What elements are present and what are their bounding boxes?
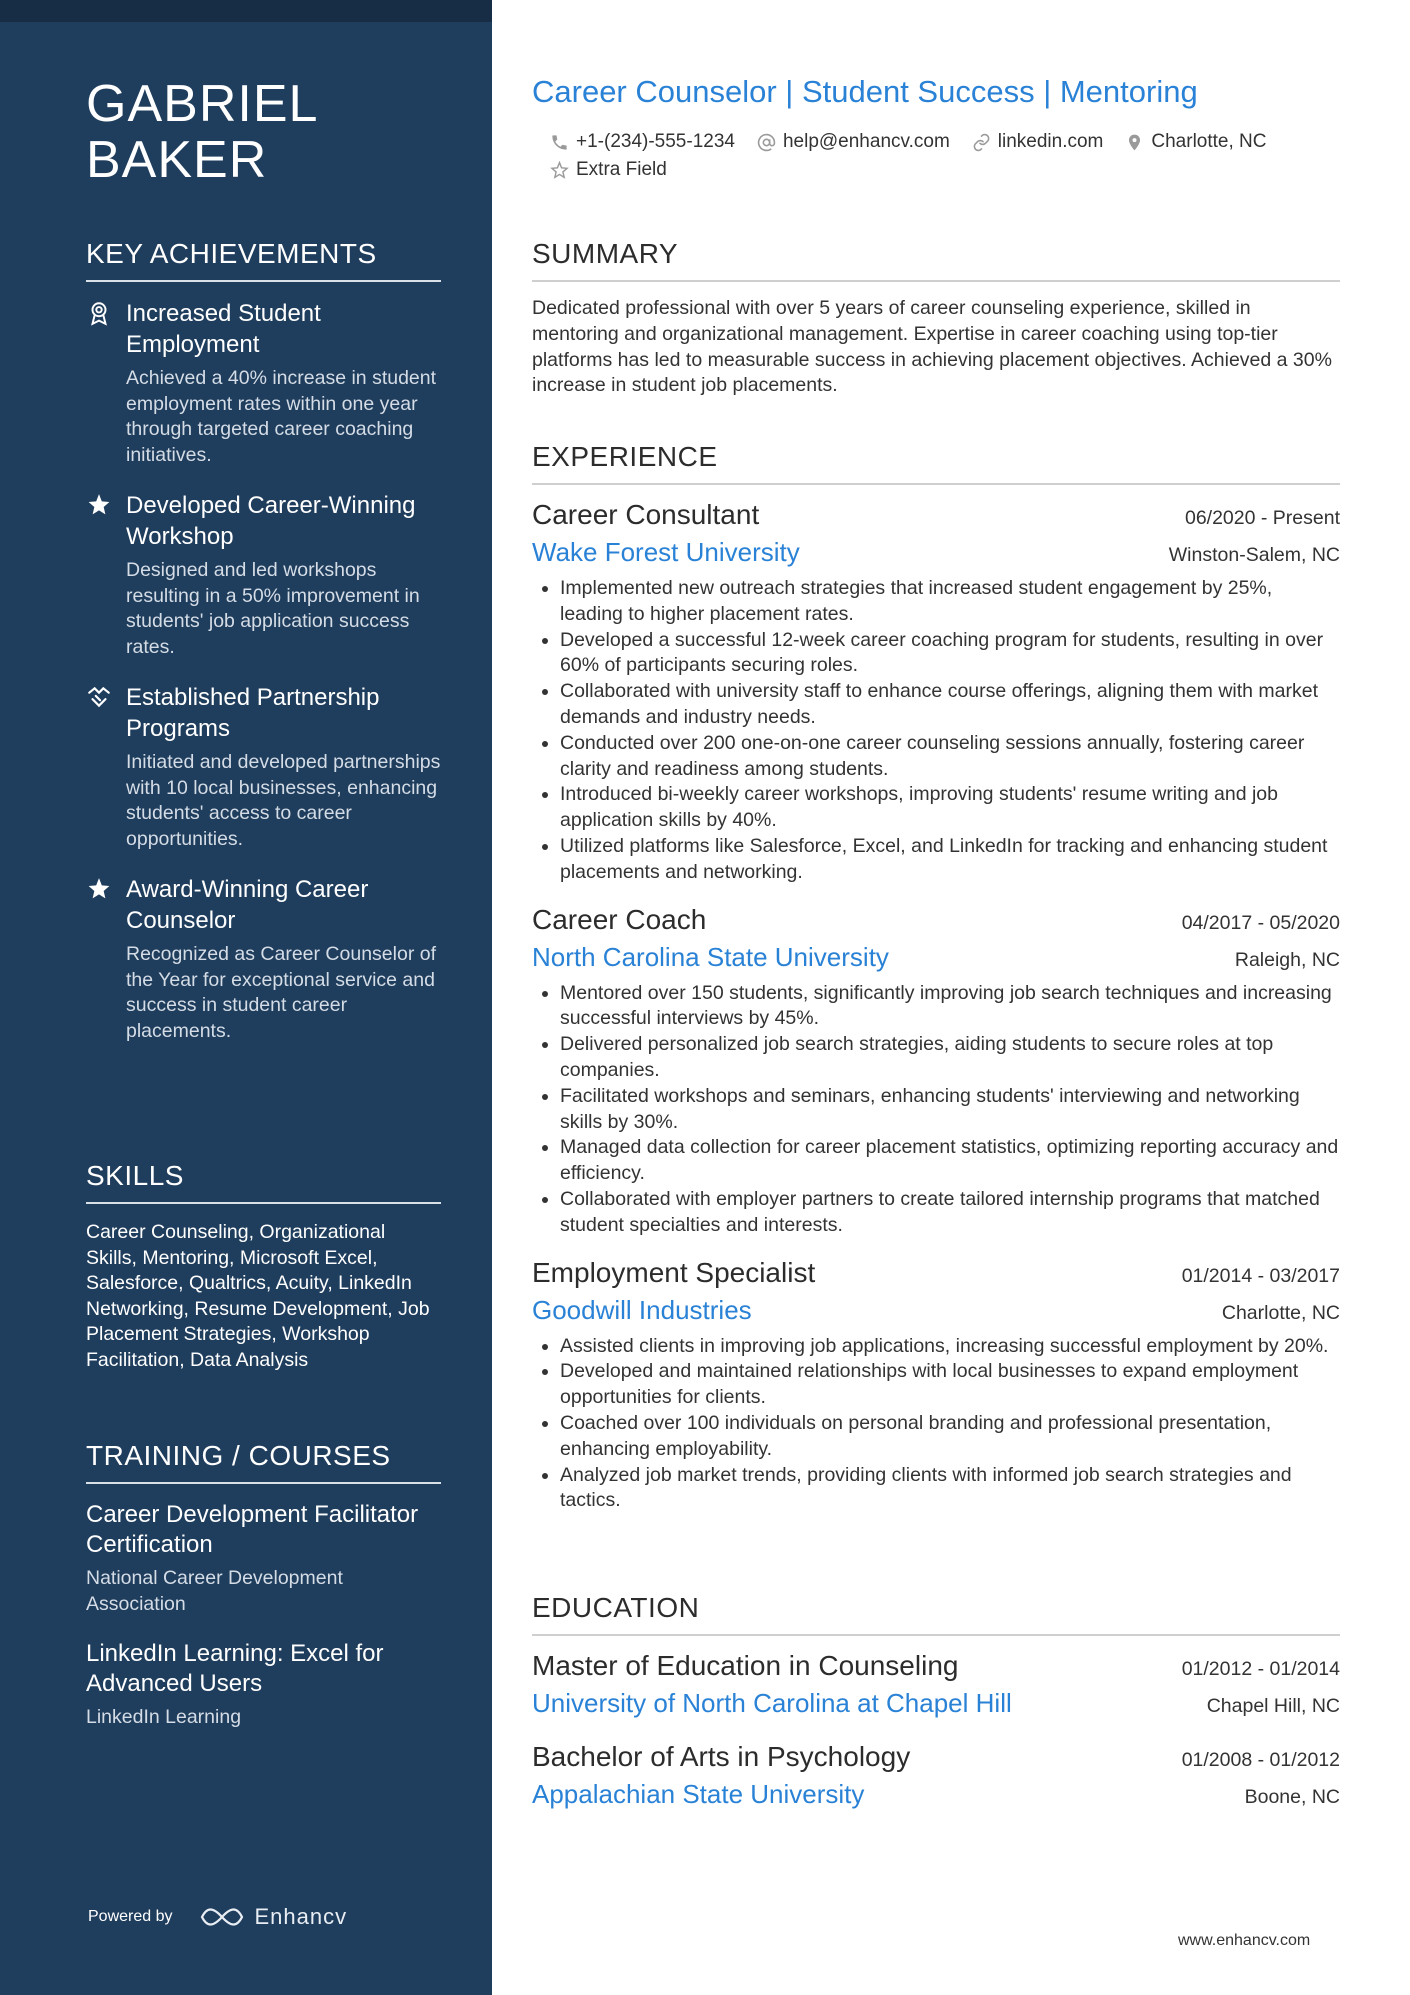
contact-extra [550, 159, 667, 181]
experience-section [532, 441, 1340, 1532]
job-bullet: • Delivered personalized job search strategies, aiding students to secure roles at top companies. [560, 1032, 1340, 1084]
job-company: Goodwill Industries [532, 1294, 752, 1325]
school-name: University of North Carolina at Chapel Hill [532, 1688, 1012, 1718]
summary-title: SUMMARY [532, 238, 1340, 282]
star-icon [86, 492, 112, 518]
achievement-title: Increased Student Employment [126, 300, 321, 358]
contact-location [1125, 131, 1266, 153]
job-bullet: • Collaborated with employer partners to create tailored internship programs that matched student specialties and interests. [560, 1187, 1340, 1239]
contact-linkedin[interactable] [972, 131, 1104, 153]
headline: Career Counselor | Student Success | Mentoring [532, 74, 1198, 109]
job-bullets [532, 1334, 1340, 1515]
location-pin-icon [1125, 133, 1144, 152]
job-location: Charlotte, NC [1221, 1301, 1340, 1324]
contact-info [550, 128, 1340, 184]
job-bullet: • Developed a successful 12-week career coaching program for students, resulting in over 60% of participants securing roles. [560, 628, 1340, 680]
star-icon [86, 876, 112, 902]
job-bullet: • Coached over 100 individuals on personal branding and professional presentation, enhancing employability. [560, 1411, 1340, 1463]
award-icon [86, 300, 112, 326]
job-entry [532, 499, 1340, 886]
course-item [86, 1500, 441, 1617]
job-dates: 01/2014 - 03/2017 [1181, 1264, 1340, 1287]
job-bullet: • Developed and maintained relationships with local businesses to expand employment opportunities for clients. [560, 1359, 1340, 1411]
education-entry [532, 1650, 1340, 1719]
training-section [86, 1440, 441, 1753]
job-bullet: • Introduced bi-weekly career workshops, improving students' resume writing and job application skills by 40%. [560, 782, 1340, 834]
course-provider: LinkedIn Learning [86, 1706, 242, 1728]
brand-logo[interactable] [199, 1904, 348, 1930]
job-company: North Carolina State University [532, 941, 889, 972]
job-bullet: • Managed data collection for career placement statistics, optimizing reporting accuracy and efficiency. [560, 1135, 1340, 1187]
location-text: Charlotte, NC [1151, 131, 1267, 152]
job-title: Career Consultant [532, 499, 760, 530]
achievement-description: Recognized as Career Counselor of the Year for exceptional service and success in student career placements. [126, 943, 437, 1042]
achievement-description: Designed and led workshops resulting in a 50% improvement in students' job application success rates. [126, 559, 420, 658]
handshake-icon [86, 684, 112, 710]
course-item [86, 1639, 441, 1731]
link-icon [972, 133, 991, 152]
job-entry [532, 1257, 1340, 1515]
contact-phone[interactable] [550, 131, 735, 153]
skills-list: Career Counseling, Organizational Skills, Mentoring, Microsoft Excel, Salesforce, Qualtrics, Acuity, LinkedIn Networking, Resume Development, Job Placement Strategies, Workshop Facilitation, Data Analysis [86, 1221, 430, 1371]
sidebar [0, 0, 492, 1995]
achievement-item [86, 490, 441, 660]
candidate-name [86, 76, 318, 188]
education-section [532, 1592, 1340, 1832]
phone-text: +1-(234)-555-1234 [576, 131, 735, 152]
name-last: BAKER [86, 131, 268, 189]
job-company: Wake Forest University [532, 537, 800, 567]
experience-title: EXPERIENCE [532, 441, 1340, 485]
school-name: Appalachian State University [532, 1779, 865, 1809]
achievement-description: Initiated and developed partnerships with 10 local businesses, enhancing students' access to career opportunities. [126, 751, 441, 850]
sidebar-top-bar [0, 0, 492, 22]
degree-title: Bachelor of Arts in Psychology [532, 1741, 911, 1772]
job-bullet: • Facilitated workshops and seminars, enhancing students' interviewing and networking skills by 30%. [560, 1084, 1340, 1136]
email-text: help@enhancv.com [782, 131, 950, 152]
achievement-item [86, 682, 441, 852]
skills-section [86, 1160, 441, 1373]
skills-title: SKILLS [86, 1160, 441, 1204]
job-bullet: • Conducted over 200 one-on-one career counseling sessions annually, fostering career clarity and readiness among students. [560, 731, 1340, 783]
job-location: Raleigh, NC [1234, 948, 1340, 971]
summary-section [532, 238, 1340, 399]
job-title: Employment Specialist [532, 1256, 816, 1288]
course-provider: National Career Development Association [86, 1567, 343, 1615]
education-title: EDUCATION [532, 1592, 1340, 1636]
job-bullet: • Analyzed job market trends, providing clients with informed job search strategies and tactics. [560, 1463, 1340, 1515]
brand-name: Enhancv [254, 1904, 348, 1929]
achievement-title: Developed Career-Winning Workshop [126, 492, 416, 550]
star-outline-icon [550, 161, 569, 180]
training-title: TRAINING / COURSES [86, 1440, 441, 1484]
course-title: LinkedIn Learning: Excel for Advanced Users [86, 1640, 384, 1697]
contact-email[interactable] [757, 131, 950, 153]
job-bullet: • Assisted clients in improving job applications, increasing successful employment by 20%. [560, 1334, 1340, 1360]
job-dates: 06/2020 - Present [1184, 507, 1340, 529]
phone-icon [550, 133, 569, 152]
footer-url[interactable]: www.enhancv.com [1178, 1932, 1311, 1949]
job-dates: 04/2017 - 05/2020 [1181, 911, 1340, 934]
job-entry [532, 904, 1340, 1239]
enhancv-logo-icon [199, 1905, 245, 1929]
powered-by-label: Powered by [88, 1908, 173, 1925]
job-location: Winston-Salem, NC [1168, 544, 1340, 566]
education-entry [532, 1741, 1340, 1810]
course-title: Career Development Facilitator Certification [86, 1501, 419, 1558]
achievement-title: Established Partnership Programs [126, 684, 380, 742]
key-achievements-title: KEY ACHIEVEMENTS [86, 238, 441, 282]
job-bullet: • Mentored over 150 students, significantly improving job search techniques and increasing successful interviews by 45%. [560, 981, 1340, 1033]
job-title: Career Coach [532, 903, 707, 935]
education-dates: 01/2008 - 01/2012 [1181, 1749, 1340, 1771]
powered-by [88, 1904, 347, 1930]
job-bullets [532, 981, 1340, 1239]
achievement-title: Award-Winning Career Counselor [126, 876, 369, 934]
job-bullets [532, 576, 1340, 886]
linkedin-text: linkedin.com [997, 131, 1104, 152]
summary-text: Dedicated professional with over 5 years of career counseling experience, skilled in mentoring and organizational management. Expertise in career coaching using top-tier platforms has led to measurable success in achieving placement objectives. Achieved a 30% increase in student job placements. [532, 297, 1332, 397]
education-dates: 01/2012 - 01/2014 [1181, 1658, 1340, 1680]
key-achievements-section [86, 238, 441, 1066]
extra-field-text: Extra Field [576, 159, 667, 180]
job-bullet: • Utilized platforms like Salesforce, Excel, and LinkedIn for tracking and enhancing student placements and networking. [560, 834, 1340, 886]
at-sign-icon [757, 133, 776, 152]
degree-title: Master of Education in Counseling [532, 1650, 959, 1681]
job-bullet: • Collaborated with university staff to enhance course offerings, aligning them with market demands and industry needs. [560, 679, 1340, 731]
school-location: Boone, NC [1244, 1786, 1340, 1808]
achievement-item [86, 874, 441, 1044]
achievement-description: Achieved a 40% increase in student employment rates within one year through targeted career coaching initiatives. [126, 367, 437, 466]
school-location: Chapel Hill, NC [1206, 1695, 1340, 1717]
job-bullet: • Implemented new outreach strategies that increased student engagement by 25%, leading to higher placement rates. [560, 576, 1340, 628]
name-first: GABRIEL [86, 75, 319, 133]
achievement-item [86, 298, 441, 468]
